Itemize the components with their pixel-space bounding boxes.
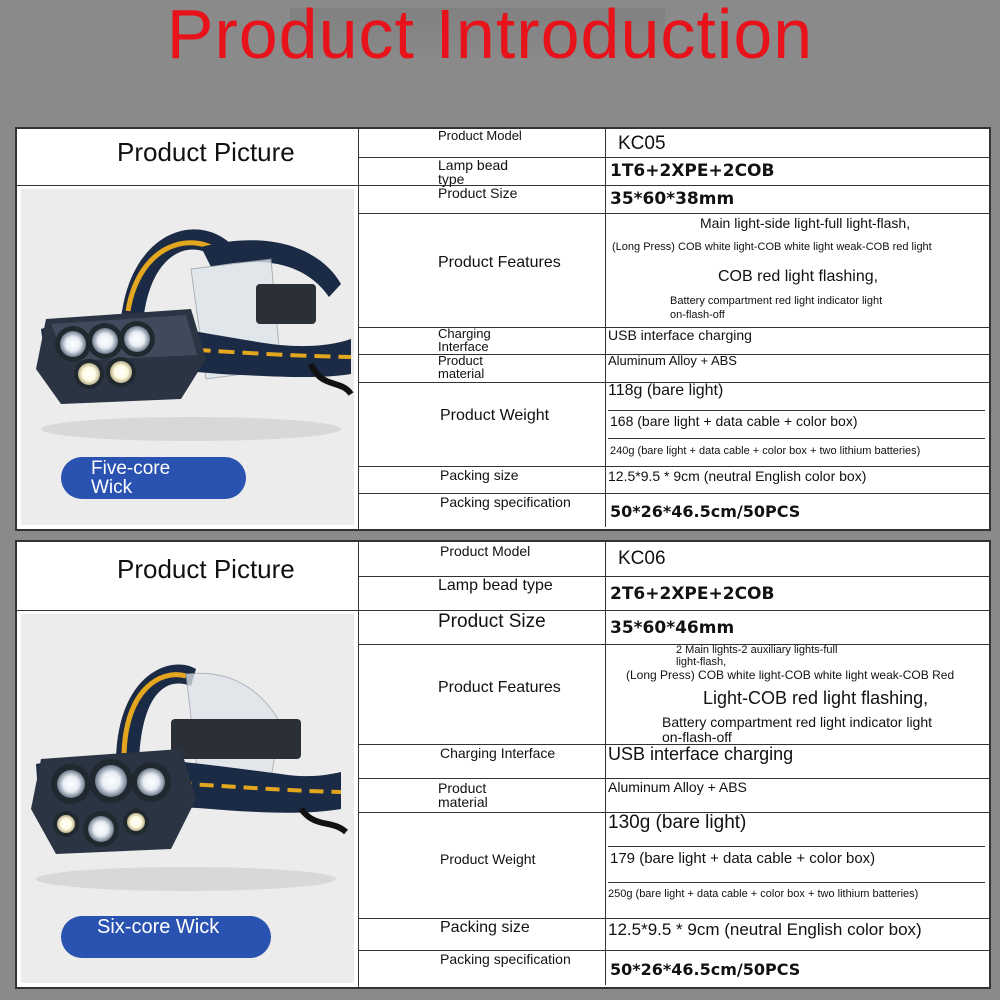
label: Product Size	[438, 611, 546, 632]
label: Product Weight	[440, 407, 550, 424]
row-product-features	[358, 644, 989, 745]
picture-header	[17, 129, 358, 186]
label: Product material	[438, 780, 488, 810]
label: Packing specification	[440, 494, 571, 510]
product-table-kc06	[15, 540, 991, 989]
value: 2T6+2XPE+2COB	[610, 584, 775, 604]
value: USB interface charging	[608, 327, 752, 343]
feature-line: light-flash,	[676, 656, 727, 668]
weight-line: 250g (bare light + data cable + color box + two lithium batteries)	[608, 888, 919, 900]
weights-list	[608, 382, 985, 466]
product-table-kc05	[15, 127, 991, 531]
row-product-size	[358, 610, 989, 645]
picture-column	[17, 542, 359, 987]
weight-line: 130g (bare light)	[608, 812, 747, 833]
row-weight	[358, 382, 989, 467]
value: 50*26*46.5cm/50PCS	[610, 502, 801, 521]
label: Product Size	[438, 185, 518, 201]
title-band	[0, 0, 1000, 120]
feature-line: (Long Press) COB white light-COB white light weak-COB red light	[612, 241, 932, 253]
weight-line: 179 (bare light + data cable + color box)	[610, 850, 876, 867]
row-charging	[358, 744, 989, 779]
label: Product Weight	[440, 851, 536, 867]
weight-line: 118g (bare light)	[608, 382, 724, 399]
feature-line: (Long Press) COB white light-COB white light weak-COB Red	[626, 668, 955, 682]
picture-label: Product Picture	[117, 554, 295, 584]
wick-badge-label: Five-core Wick	[91, 458, 171, 498]
weight-sub	[608, 410, 985, 439]
weight-sub	[608, 846, 985, 883]
wick-badge-label: Six-core Wick	[97, 916, 220, 938]
feature-line: Light-COB red light flashing,	[703, 688, 929, 708]
wick-badge	[61, 457, 246, 499]
value: KC05	[618, 133, 666, 154]
headlamp-image	[21, 189, 354, 525]
row-product-model	[358, 542, 989, 577]
value: USB interface charging	[608, 744, 794, 764]
headlamp-image	[21, 614, 354, 983]
feature-line: Battery compartment red light indicator light	[670, 295, 883, 307]
row-packing-spec	[358, 950, 989, 985]
row-packing-size	[358, 466, 989, 494]
row-lamp-bead	[358, 576, 989, 611]
value: 12.5*9.5 * 9cm (neutral English color box)	[608, 920, 922, 939]
page-title: Product Introduction	[166, 0, 814, 73]
weight-sub	[608, 882, 985, 918]
label: Product material	[438, 353, 485, 381]
feature-line: Battery compartment red light indicator light	[662, 714, 933, 730]
label: Lamp bead type	[438, 577, 553, 594]
row-product-size	[358, 185, 989, 214]
value: 1T6+2XPE+2COB	[610, 161, 775, 181]
value: 35*60*46mm	[610, 618, 735, 638]
label: Packing size	[440, 467, 519, 483]
feature-line: 2 Main lights-2 auxiliary lights-full	[676, 644, 838, 656]
row-material	[358, 354, 989, 383]
label: Product Features	[438, 254, 561, 271]
feature-line: Main light-side light-full light-flash,	[700, 215, 911, 231]
weight-sub	[608, 382, 985, 411]
feature-line: on-flash-off	[662, 729, 732, 745]
value: KC06	[618, 548, 666, 569]
picture-column	[17, 129, 359, 529]
row-material	[358, 778, 989, 813]
features-list	[608, 644, 985, 744]
weights-list	[608, 812, 985, 918]
weight-sub	[608, 438, 985, 466]
weight-line: 168 (bare light + data cable + color box)	[610, 413, 858, 429]
value: Aluminum Alloy + ABS	[608, 779, 747, 795]
feature-line: on-flash-off	[670, 309, 725, 321]
label: Packing size	[440, 919, 530, 936]
label: Product Model	[438, 128, 522, 143]
weight-sub	[608, 812, 985, 847]
row-packing-spec	[358, 493, 989, 527]
label: Packing specification	[440, 951, 571, 967]
value: 12.5*9.5 * 9cm (neutral English color box)	[608, 468, 867, 484]
features-list	[608, 213, 985, 327]
weight-line: 240g (bare light + data cable + color box + two lithium batteries)	[610, 445, 921, 457]
wick-badge	[61, 916, 271, 958]
label: Product Features	[438, 679, 561, 696]
row-product-features	[358, 213, 989, 328]
row-weight	[358, 812, 989, 919]
feature-line: COB red light flashing,	[718, 268, 879, 285]
label: Charging Interface	[440, 745, 556, 761]
row-product-model	[358, 129, 989, 158]
picture-label: Product Picture	[117, 137, 295, 167]
row-lamp-bead	[358, 157, 989, 186]
label: Lamp bead type	[438, 157, 509, 187]
value: Aluminum Alloy + ABS	[608, 353, 737, 368]
picture-header	[17, 542, 358, 611]
value: 35*60*38mm	[610, 189, 735, 209]
label: Charging Interface	[438, 326, 491, 354]
label: Product Model	[440, 543, 531, 559]
value: 50*26*46.5cm/50PCS	[610, 960, 801, 979]
row-charging	[358, 327, 989, 355]
row-packing-size	[358, 918, 989, 951]
